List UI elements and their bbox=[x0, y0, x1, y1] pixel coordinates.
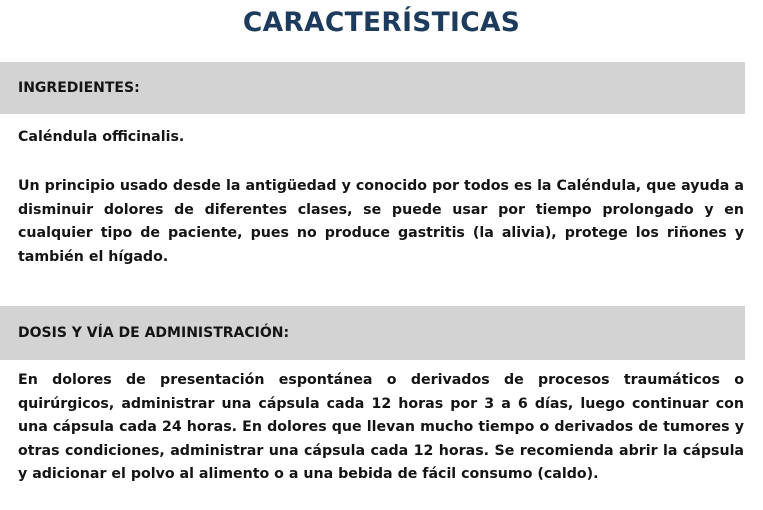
ingredients-section-header: INGREDIENTES: bbox=[0, 62, 745, 114]
dosage-text: En dolores de presentación espontánea o derivados de procesos traumáticos o quirúrgicos, administrar una cápsula cada 12 horas por 3 a 6 días, luego continuar con una cápsula cada 24 horas. En dolores que llevan mucho tiempo o derivados de tumores y otras condiciones, administrar una cápsula cada 12 horas. Se recomienda abrir la cápsula y adicionar el polvo al alimento o a una bebida de fácil consumo (caldo). bbox=[18, 372, 744, 482]
page-title: CARACTERÍSTICAS bbox=[242, 7, 521, 38]
ingredient-name: Caléndula officinalis. bbox=[18, 129, 185, 145]
dosage-section-header: DOSIS Y VÍA DE ADMINISTRACIÓN: bbox=[0, 306, 745, 360]
ingredient-description: Un principio usado desde la antigüedad y conocido por todos es la Caléndula, que ayuda a disminuir dolores de diferentes clases, se puede usar por tiempo prolongado y en cualquier tipo de paciente, pues no produce gastritis (la alivia), protege los riñones y también el hígado. bbox=[18, 178, 744, 265]
